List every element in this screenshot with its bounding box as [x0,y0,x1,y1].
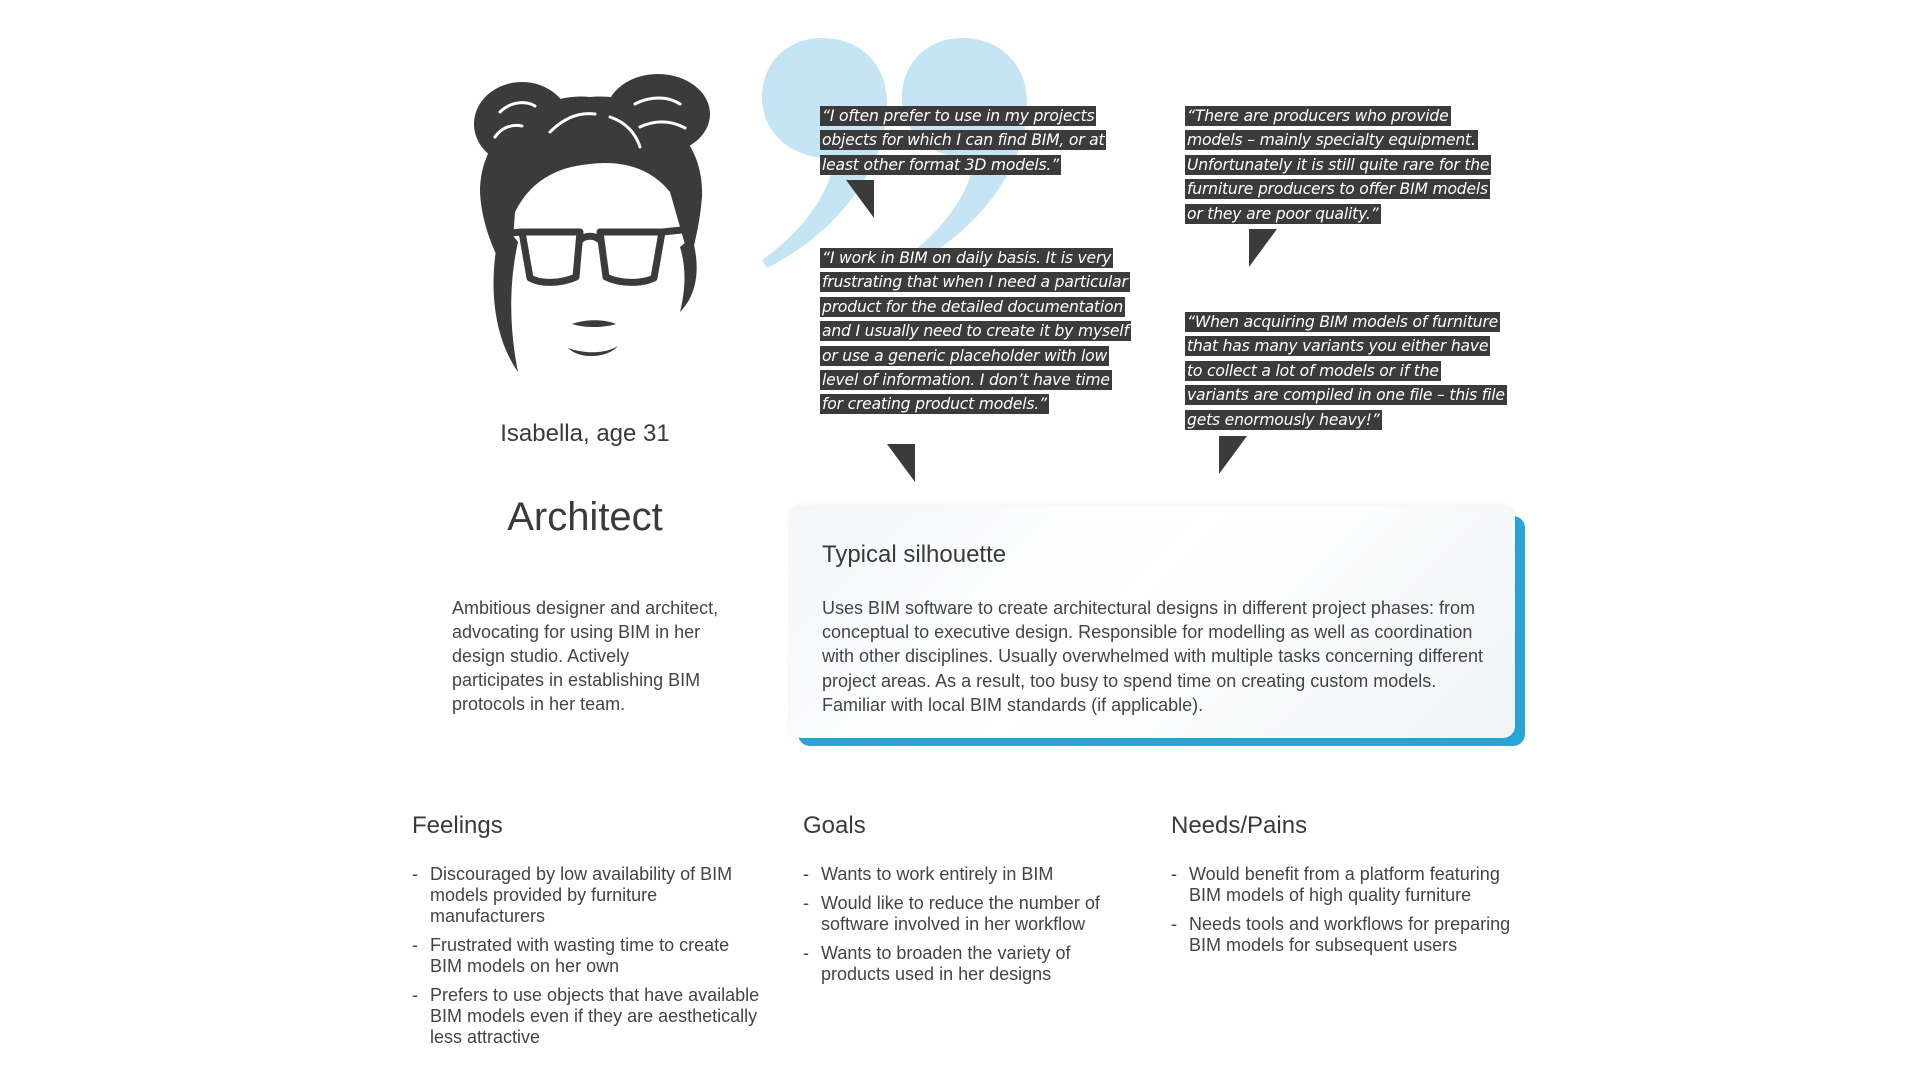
list-item: - Frustrated with wasting time to create BIM models on her own [412,935,762,977]
quote-text: “When acquiring BIM models of furniture that has many variants you either have to collect a lot of models or if the variants are compiled in one file – this file gets enormously heavy!” [1187,313,1505,429]
list-item: - Wants to broaden the variety of products used in her designs [803,943,1143,985]
needs-list [1171,864,1521,964]
silhouette-title: Typical silhouette [822,541,1007,568]
persona-role: Architect [507,495,663,539]
quote-bubble [820,104,1130,177]
quote-text: “I often prefer to use in my projects objects for which I can find BIM, or at least other format 3D models.” [822,107,1105,174]
goals-list [803,864,1143,993]
quote-tail [887,444,915,482]
goals-title: Goals [803,812,866,839]
quote-tail [1249,229,1277,267]
quote-tail [846,180,874,218]
persona-avatar-icon [440,72,740,372]
list-item: - Needs tools and workflows for preparing BIM models for subsequent users [1171,914,1521,956]
persona-name: Isabella, age 31 [500,420,670,447]
list-item: - Would benefit from a platform featuring BIM models of high quality furniture [1171,864,1521,906]
list-item: - Discouraged by low availability of BIM models provided by furniture manufacturers [412,864,762,927]
needs-title: Needs/Pains [1171,812,1308,839]
quote-bubble [1185,310,1505,432]
list-item: - Wants to work entirely in BIM [803,864,1143,885]
feelings-title: Feelings [412,812,503,839]
list-item: - Would like to reduce the number of software involved in her workflow [803,893,1143,935]
list-item: - Prefers to use objects that have available BIM models even if they are aesthetically less attractive [412,985,762,1048]
quote-text: “I work in BIM on daily basis. It is very frustrating that when I need a particular product for the detailed documentation and I usually need to create it by myself or use a generic placeholder with low level of information. I don’t have time for creating product models.” [822,249,1129,414]
persona-bio: Ambitious designer and architect, advocating for using BIM in her design studio. Actively participates in establishing BIM protocols in her team. [452,598,719,714]
feelings-list [412,864,773,1056]
quote-bubble [820,246,1130,417]
silhouette-body: Uses BIM software to create architectural designs in different project phases: from conceptual to executive design. Responsible for modelling as well as coordination with other disciplines. Usually overwhelmed with multiple tasks concerning different project areas. As a result, too busy to spend time on creating custom models. Familiar with local BIM standards (if applicable). [822,598,1483,715]
quote-tail [1219,436,1247,474]
quote-bubble [1185,104,1505,226]
quote-text: “There are producers who provide models – mainly specialty equipment. Unfortunately it is still quite rare for the furniture producers to offer BIM models or they are poor quality.” [1187,107,1490,223]
